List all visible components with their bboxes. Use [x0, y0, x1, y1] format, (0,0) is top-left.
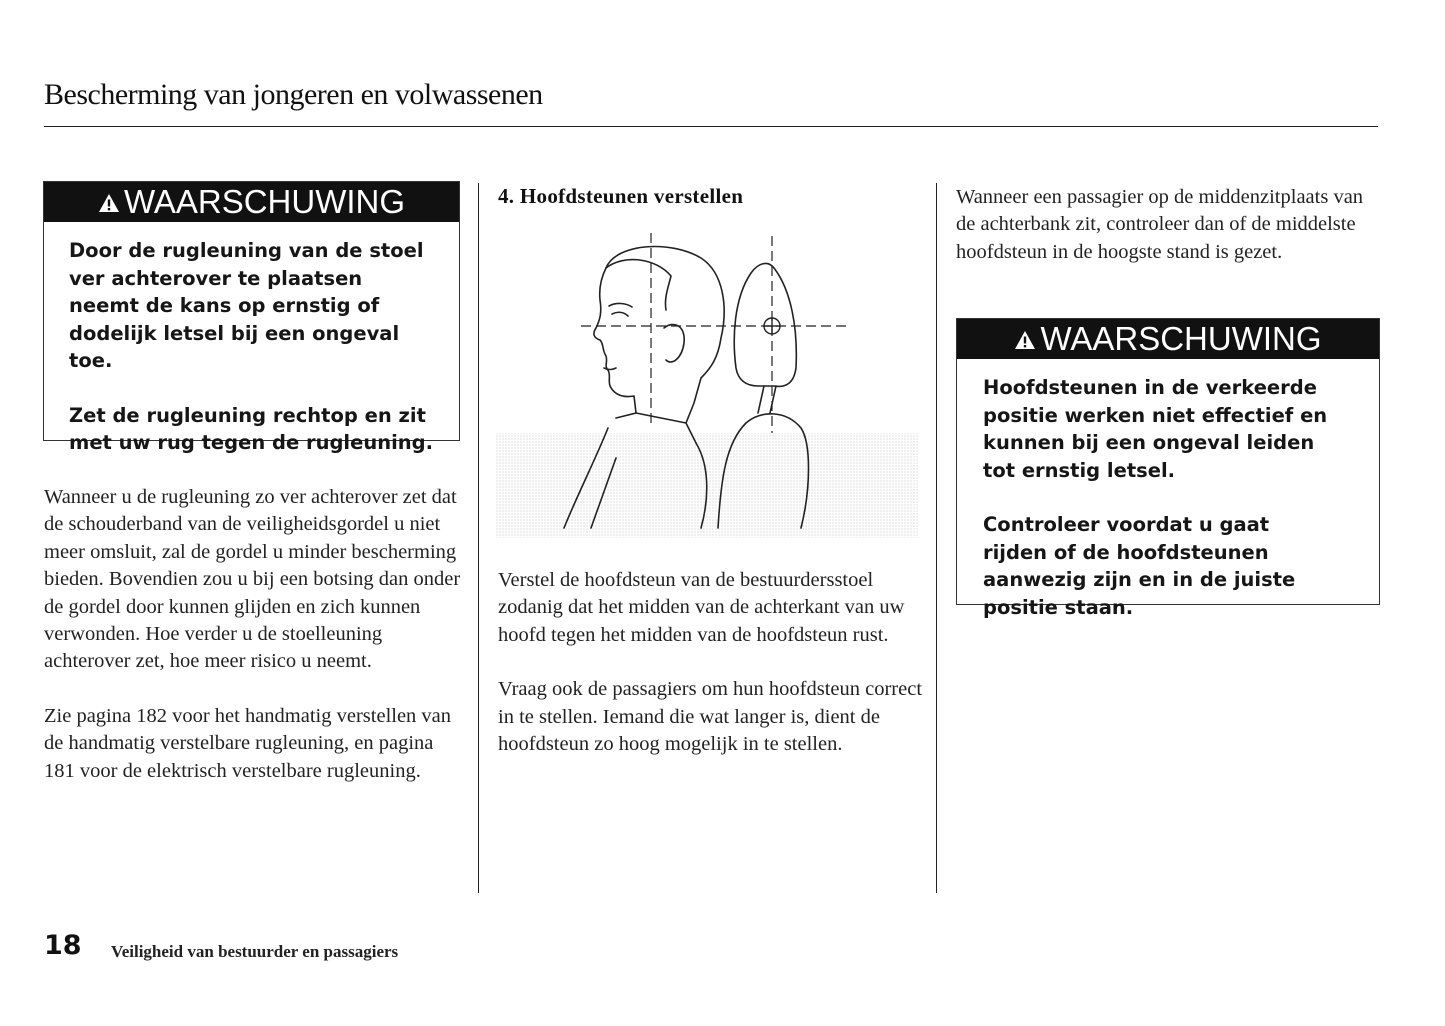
footer-section-title: Veiligheid van bestuurder en passagiers — [111, 942, 399, 961]
page-title: Bescherming van jongeren en volwassenen — [44, 78, 543, 111]
middle-body-text — [498, 567, 926, 758]
paragraph: Wanneer een passagier op de middenzitplaats van de achterbank zit, controleer dan of de middelste hoofdsteun in de hoogste stand is gezet. — [956, 186, 1364, 263]
paragraph: Wanneer u de rugleuning zo ver achterover zet dat de schouderband van de veiligheidsgordel u niet meer omsluit, zal de gordel u minder bescherming bieden. Bovendien zou u bij een botsing dan onder de gordel door kunnen glijden en zich kunnen verwonden. Hoe verder u de stoelleuning achterover zet, hoe meer risico u neemt. — [44, 486, 461, 673]
warning-triangle-icon — [1014, 330, 1036, 350]
warning-box-headrest — [956, 318, 1380, 619]
headrest-illustration — [496, 228, 918, 538]
warning-box-seatback — [43, 181, 460, 454]
warning-label: WAARSCHUWING — [1040, 320, 1322, 357]
eye — [612, 312, 628, 316]
warning-label: WAARSCHUWING — [123, 183, 406, 220]
hair-line — [606, 260, 671, 310]
warning-text: Zet de rugleuning rechtop en zit met uw rug tegen de rugleuning. — [69, 403, 434, 454]
warning-body — [957, 359, 1379, 621]
title-rule — [44, 126, 1378, 127]
paragraph: Verstel de hoofdsteun van de bestuurdersstoel zodanig dat het midden van de achterkant van uw hoofd tegen het midden van de hoofdsteun rust. — [498, 569, 905, 646]
warning-triangle-icon — [98, 193, 120, 213]
headrest-outline — [734, 263, 796, 386]
warning-header — [44, 182, 459, 222]
warning-header — [957, 319, 1379, 359]
warning-text: Controleer voordat u gaat rijden of de hoofdsteunen aanwezig zijn en in de juiste positie staan. — [983, 513, 1296, 619]
headrest-center-mark — [764, 318, 780, 334]
mouth — [604, 368, 616, 370]
right-body-text — [956, 184, 1380, 266]
warning-text: Door de rugleuning van de stoel ver achterover te plaatsen neemt de kans op ernstig of dodelijk letsel bij een ongeval toe. — [69, 239, 424, 372]
paragraph: Zie pagina 182 voor het handmatig verstellen van de handmatig verstelbare rugleuning, en pagina 181 voor de elektrisch verstelbare rugleuning. — [44, 704, 452, 782]
left-body-text — [44, 484, 464, 785]
warning-text: Hoofdsteunen in de verkeerde positie werken niet effectief en kunnen bij een ongeval leiden tot ernstig letsel. — [983, 376, 1328, 482]
page-number: 18 — [44, 930, 82, 961]
ear — [664, 324, 684, 362]
face-profile — [594, 268, 636, 413]
column-divider-right — [936, 183, 937, 893]
eyebrow — [609, 303, 632, 307]
headrest-post — [758, 386, 776, 413]
warning-body — [44, 222, 459, 457]
paragraph: Vraag ook de passagiers om hun hoofdsteun correct in te stellen. Iemand die wat langer is, dient de hoofdsteun zo hoog mogelijk in te stellen. — [498, 678, 923, 756]
column-divider-left — [478, 183, 479, 893]
section-heading: 4. Hoofdsteunen verstellen — [498, 184, 744, 208]
